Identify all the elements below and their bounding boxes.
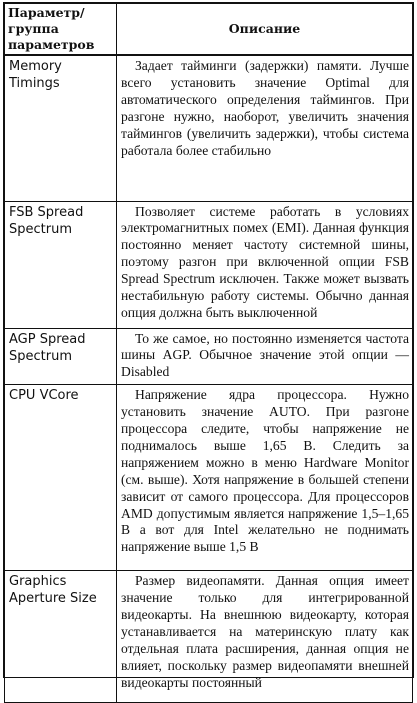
table-row <box>5 201 413 328</box>
table-row <box>5 55 413 201</box>
row-desc-graphics-aperture-size: Размер видеопамяти. Данная опция имеет значение только для интегрированной видеокарты. На внешнюю видеокарту, которая устанавливается на материнскую плату как отдельная плата расширения, данная опция не влияет, поскольку размер видеопамяти внешней видеокарты постоянный <box>117 571 413 703</box>
row-param-fsb-spread-spectrum: FSB Spread Spectrum <box>5 201 117 328</box>
bios-parameters-table <box>4 3 413 703</box>
row-param-graphics-aperture-size: Graphics Aperture Size <box>5 571 117 703</box>
row-desc-memory-timings: Задает тайминги (задержки) памяти. Лучше всего установить значение Optimal для автоматического определения таймингов. При разгоне нужно, наоборот, увеличить значения таймингов (увеличить задержки), чтобы система работала более стабильно <box>117 55 413 201</box>
document-page <box>3 2 414 690</box>
table-row <box>5 385 413 571</box>
table-row <box>5 328 413 385</box>
header-param: Параметр/ группа параметров <box>5 4 117 56</box>
row-desc-fsb-spread-spectrum: Позволяет системе работать в условиях электромагнитных помех (EMI). Данная функция постоянно меняет частоту системной шины, поэтому разгон при включенной опции FSB Spread Spectrum исключен. Также может вызвать нестабильную работу системы. Обычно данная опция должна быть выключенной <box>117 201 413 328</box>
header-description: Описание <box>117 4 413 56</box>
row-desc-cpu-vcore: Напряжение ядра процессора. Нужно установить значение AUTO. При разгоне процессора следите, чтобы напряжение не поднималось выше 1,65 В. Следить за напряжением можно в меню Hardware Monitor (см. выше). Хотя напряжение в большей степени зависит от самого процессора. Для процессоров AMD допустимым является напряжение 1,5–1,65 В а вот для Intel желательно не поднимать напряжение выше 1,5 В <box>117 385 413 571</box>
row-param-agp-spread-spectrum: AGP Spread Spectrum <box>5 328 117 385</box>
table-header-row <box>5 4 413 56</box>
row-desc-agp-spread-spectrum: То же самое, но постоянно изменяется частота шины AGP. Обычное значение этой опции — Disabled <box>117 328 413 385</box>
table-row <box>5 571 413 703</box>
row-param-cpu-vcore: CPU VCore <box>5 385 117 571</box>
row-param-memory-timings: Memory Timings <box>5 55 117 201</box>
